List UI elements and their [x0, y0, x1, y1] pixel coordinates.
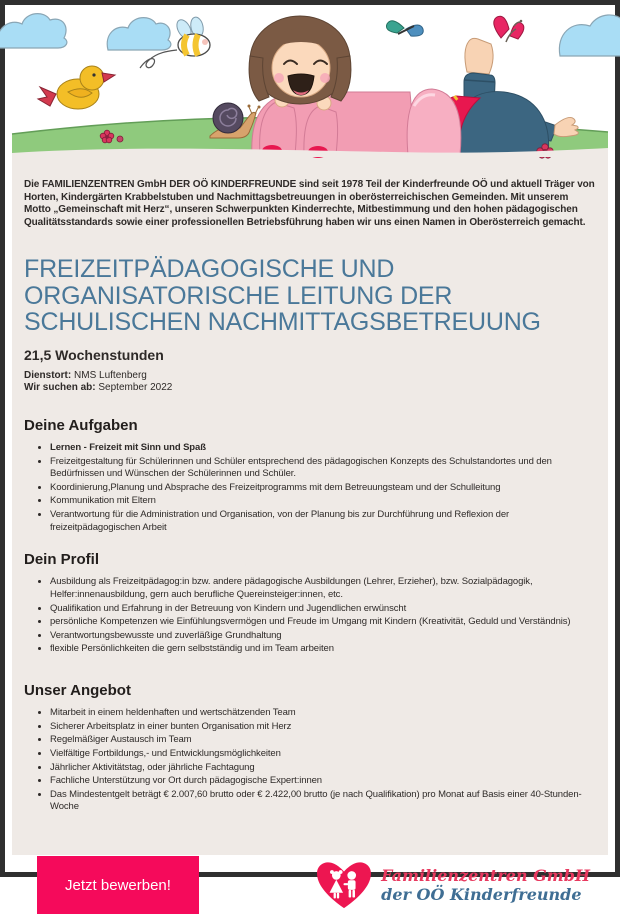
- section-angebot: [24, 682, 596, 814]
- section-profil: [24, 551, 596, 656]
- job-location: [24, 370, 596, 382]
- list-item: • flexible Persönlichkeiten die gern selbstständig und im Team arbeiten: [50, 643, 596, 656]
- apply-button[interactable]: Jetzt bewerben!: [37, 856, 199, 914]
- logo-line2: der OÖ Kinderfreunde: [381, 885, 582, 904]
- flyer-body: [12, 157, 608, 904]
- butterfly-icon: [386, 21, 423, 36]
- list-item: • Verantwortung für die Administration und Organisation, von der Planung bis zur Durchführung und Reflexion der freizeitpädagogischen Arbeit: [50, 509, 596, 534]
- job-meta: [24, 370, 596, 394]
- job-start: [24, 382, 596, 394]
- profil-list: [24, 576, 596, 656]
- company-logo: [315, 860, 590, 912]
- list-item: • Regelmäßiger Austausch im Team: [50, 734, 596, 747]
- list-item: • Qualifikation und Erfahrung in der Betreuung von Kindern und Jugendlichen erwünscht: [50, 603, 596, 616]
- list-item: • Vielfältige Fortbildungs,- und Entwicklungsmöglichkeiten: [50, 748, 596, 761]
- list-item: • Fachliche Unterstützung vor Ort durch pädagogische Expert:innen: [50, 775, 596, 788]
- list-item: • Freizeitgestaltung für Schülerinnen und Schüler entsprechend des pädagogischen Konzepts des Schulstandortes und den Bedürfnissen und Wünschen der Schülerinnen und Schüler.: [50, 456, 596, 481]
- job-start-value: September 2022: [98, 381, 173, 393]
- list-item: • Das Mindestentgelt beträgt € 2.007,60 brutto oder € 2.422,00 brutto (je nach Qualifikation) pro Monat auf Basis einer 40-Stunden-Woche: [50, 789, 596, 814]
- list-item: • Kommunikation mit Eltern: [50, 495, 596, 508]
- job-title-line: FREIZEITPÄDAGOGISCHE UND: [24, 255, 395, 284]
- butterfly-icon: [494, 16, 524, 42]
- aufgaben-list: [24, 442, 596, 534]
- list-item: • Lernen - Freizeit mit Sinn und Spaß: [50, 442, 596, 455]
- weekly-hours: 21,5 Wochenstunden: [24, 346, 164, 363]
- job-title-line: SCHULISCHEN NACHMITTAGSBETREUUNG: [24, 308, 541, 337]
- job-location-value: NMS Luftenberg: [74, 369, 147, 381]
- hero-illustration-svg: [12, 12, 608, 157]
- list-item: • Sicherer Arbeitsplatz in einer bunten Organisation mit Herz: [50, 721, 596, 734]
- section-heading-profil: Dein Profil: [24, 551, 100, 569]
- girl-illustration: [249, 16, 578, 158]
- job-title-line: ORGANISATORISCHE LEITUNG DER: [24, 281, 453, 310]
- list-item: • Mitarbeit in einem heldenhaften und wertschätzenden Team: [50, 707, 596, 720]
- job-title: [24, 256, 596, 336]
- list-item: • Ausbildung als Freizeitpädagog:in bzw. andere pädagogische Ausbildungen (Lehrer, Erzieher), bzw. Sozialpädagogik, Helfer:innenausbildung, gern auch berufliche Quereinsteiger:innen, etc.: [50, 576, 596, 601]
- list-item: • Verantwortungsbewusste und zuverläßige Grundhaltung: [50, 630, 596, 643]
- logo-line1: Familienzentren GmbH: [381, 866, 590, 886]
- job-location-label: Dienstort:: [24, 369, 72, 381]
- section-aufgaben: [24, 417, 596, 534]
- logo-text: [381, 867, 590, 905]
- hero-illustration: [12, 12, 608, 157]
- job-start-label: Wir suchen ab:: [24, 381, 96, 393]
- angebot-list: [24, 707, 596, 814]
- list-item: • Koordinierung,Planung und Absprache des Freizeitprogramms mit dem Betreuungsteam und der Schulleitung: [50, 482, 596, 495]
- list-item: • Jährlicher Aktivitätstag, oder jährliche Fachtagung: [50, 762, 596, 775]
- section-heading-aufgaben: Deine Aufgaben: [24, 416, 138, 434]
- bird-icon: [38, 66, 115, 109]
- intro-paragraph: Die FAMILIENZENTREN GmbH DER OÖ KINDERFREUNDE sind seit 1978 Teil der Kinderfreunde OÖ und aktuell Träger von Horten, Kindergärten Krabbelstuben und Nachmittagsbetreuungen in oberösterreichischen Gemeinden. Mit unserem Motto „Gemeinschaft mit Herz“, unseren Schwerpunkten Kinderrechte, Mitbestimmung und den hohen pädagogischen Qualitätsstandards sowie einer professionellen Betriebsführung haben wir uns einen Namen in Oberösterreich gemacht.: [24, 179, 595, 228]
- section-heading-angebot: Unser Angebot: [24, 682, 131, 699]
- list-item: • persönliche Kompetenzen wie Einfühlungsvermögen und Freude im Umgang mit Kindern (Kreativität, Geduld und Verständnis): [50, 616, 596, 629]
- footer-row: [24, 856, 596, 914]
- heart-logo-icon: [315, 860, 373, 912]
